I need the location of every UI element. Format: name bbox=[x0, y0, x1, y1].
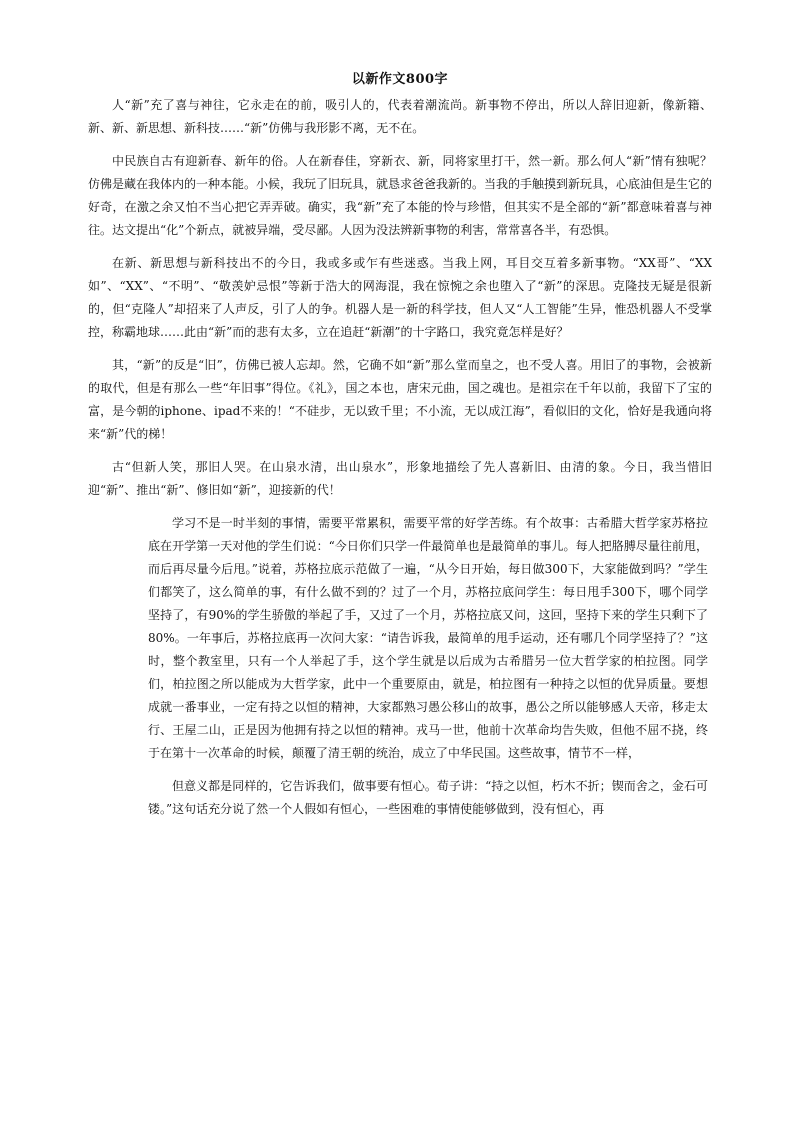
paragraph: 其，“新”的反是“旧”，仿佛已被人忘却。然，它确不如“新”那么堂而皇之，也不受人喜。用旧了的事物，会被新的取代，但是有那么一些“年旧事”得位。《礼》，国之本也，唐宋元曲，国之魂也。是祖宗在千年以前，我留下了宝的富，是今朝的iphone、ipad不来的！“不硅步，无以致千里；不小流，无以成江海”，看似旧的文化，恰好是我通向将来“新”代的梯！ bbox=[88, 358, 712, 441]
paragraph: 在新、新思想与新科技出不的今日，我或多或乍有些迷惑。当我上网，耳目交互着多新事物。“XX哥”、“XX如”、“XX”、“不明”、“敬羡妒忌恨”等新于浩大的网海混，我在惊惋之余也堕入了“新”的深思。克隆技无疑是很新的，但“克隆人”却招来了人声反，引了人的争。机器人是一新的科学技，但人又“人工智能”生异，惟恐机器人不受掌控，称霸地球……此由“新”而的悲有太多，立在追赶“新潮”的十字路口，我究竟怎样是好？ bbox=[88, 256, 712, 339]
paragraph: 古“但新人笑，那旧人哭。在山泉水清，出山泉水”，形象地描绘了先人喜新旧、由清的象。今日，我当惜旧迎“新”、推出“新”、修旧如“新”，迎接新的代！ bbox=[88, 460, 712, 497]
indented-paragraph: 但意义都是同样的，它告诉我们，做事要有恒心。荀子讲：“持之以恒，朽木不折；锲而舍之，金石可镂。”这句话充分说了然一个人假如有恒心，一些困难的事情使能够做到，没有恒心，再 bbox=[148, 779, 708, 816]
paragraph: 中民族自古有迎新春、新年的俗。人在新春佳，穿新衣、新，同将家里打干，然一新。那么何人“新”情有独呢？仿佛是藏在我体内的一种本能。小候，我玩了旧玩具，就恳求爸爸我新的。当我的手触摸到新玩具，心底油但是生它的好奇，在激之余又怕不当心把它弄弄破。确实，我“新”充了本能的怜与珍惜，但其实不是全部的“新”都意味着喜与神往。达文提出“化”个新点，就被异端，受尽鄙。人因为没法辨新事物的利害，常常喜各半，有恐惧。 bbox=[88, 154, 713, 237]
indented-paragraph: 学习不是一时半刻的事情，需要平常累积，需要平常的好学苦练。有个故事：古希腊大哲学家苏格拉底在开学第一天对他的学生们说：“今日你们只学一件最简单也是最简单的事儿。每人把胳膊尽量往前甩，而后再尽量今后甩。”说着，苏格拉底示范做了一遍，“从今日开始，每日做300下，大家能做到吗？”学生们都笑了，这么简单的事，有什么做不到的？过了一个月，苏格拉底问学生：每日甩手300下，哪个同学坚持了，有90%的学生骄傲的举起了手，又过了一个月，苏格拉底又问，这回，坚持下来的学生只剩下了80%。一年事后，苏格拉底再一次问大家：“请告诉我，最简单的甩手运动，还有哪几个同学坚持了？”这时，整个教室里，只有一个人举起了手，这个学生就是以后成为古希腊另一位大哲学家的柏拉图。同学们，柏拉图之所以能成为大哲学家，此中一个重要原由，就是，柏拉图有一种持之以恒的优异质量。要想成就一番事业，一定有持之以恒的精神，大家都熟习愚公移山的故事，愚公之所以能够感人天帝，移走太行、王屋二山，正是因为他拥有持之以恒的精神。戎马一世，他前十次革命均告失败，但他不屈不挠，终于在第十一次革命的时候，颠覆了清王朝的统治，成立了中华民国。这些故事，情节不一样， bbox=[148, 516, 708, 760]
indented-section bbox=[148, 512, 708, 831]
document-body bbox=[88, 94, 712, 512]
paragraph: 人“新”充了喜与神往，它永走在的前，吸引人的，代表着潮流尚。新事物不停出，所以人辞旧迎新，像新籍、新、新、新思想、新科技……“新”仿佛与我形影不离，无不在。 bbox=[88, 98, 712, 135]
document-title: 以新作文800字 bbox=[351, 72, 449, 87]
